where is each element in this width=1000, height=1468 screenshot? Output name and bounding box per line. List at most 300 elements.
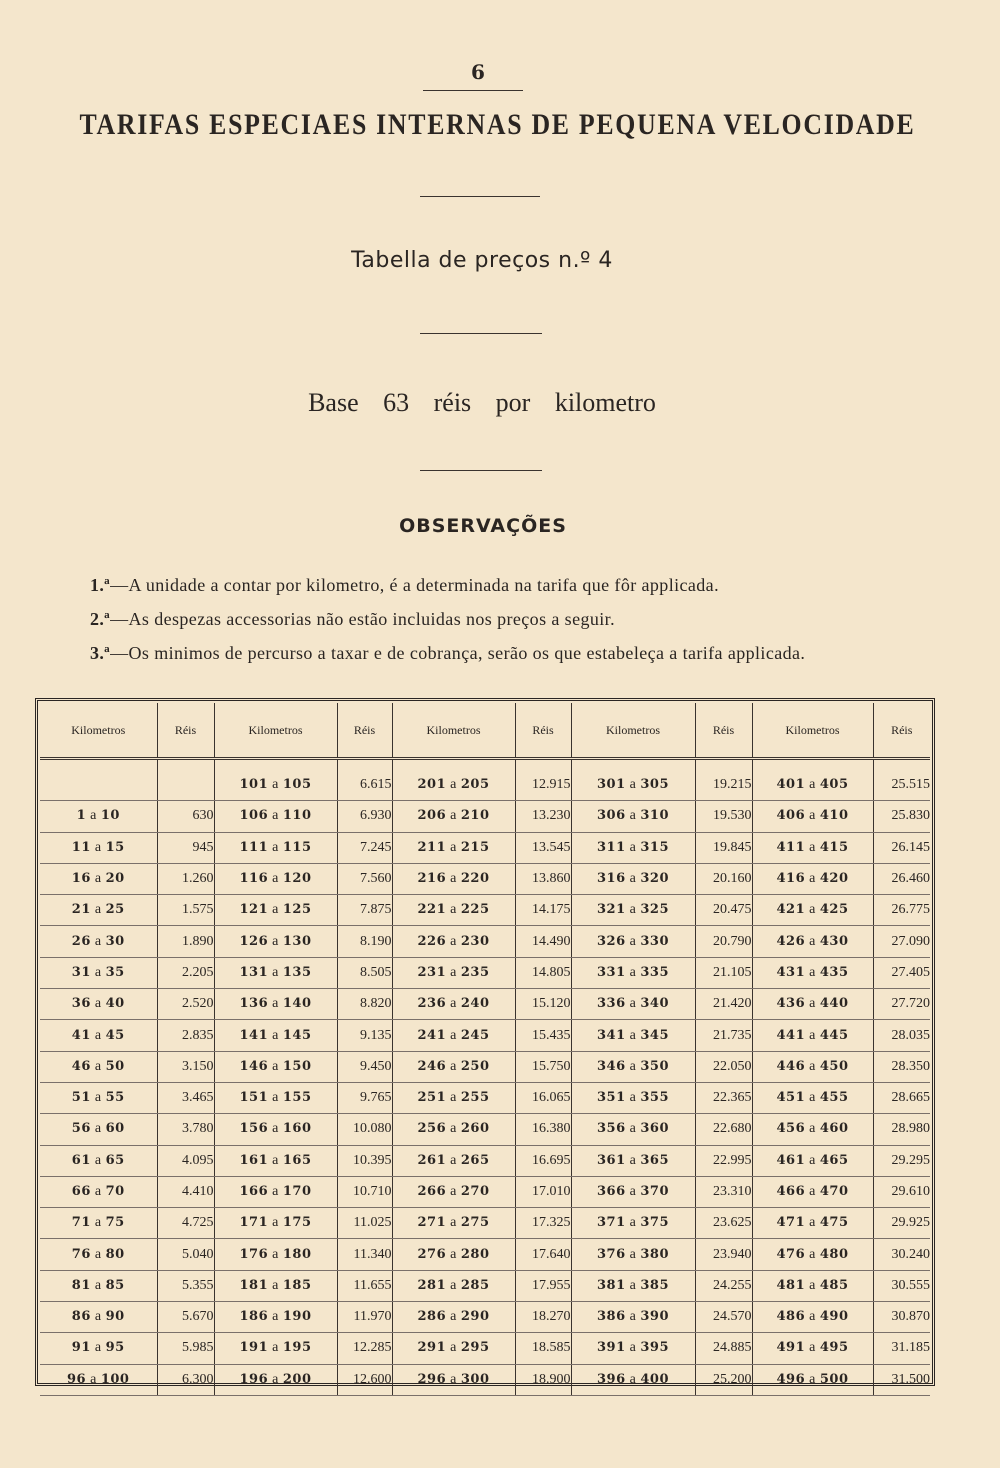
price-cell: 25.515 xyxy=(873,770,930,801)
km-from: 341 xyxy=(597,1027,626,1043)
km-to: 265 xyxy=(460,1152,490,1168)
km-connector: a xyxy=(450,1246,457,1262)
price-cell: 630 xyxy=(157,801,214,832)
price-cell: 1.890 xyxy=(157,926,214,957)
km-connector: a xyxy=(272,1340,279,1356)
price-cell: 9.135 xyxy=(337,1020,392,1051)
km-from: 116 xyxy=(239,871,269,887)
km-from: 366 xyxy=(597,1184,626,1199)
km-from: 61 xyxy=(71,1152,91,1168)
price-cell: 31.500 xyxy=(873,1364,930,1395)
km-to: 115 xyxy=(282,839,312,855)
price-cell: 27.405 xyxy=(873,957,930,988)
price-cell: 14.175 xyxy=(515,895,571,926)
km-range-cell xyxy=(40,989,157,1020)
km-to: 330 xyxy=(640,933,669,949)
km-from: 191 xyxy=(239,1340,269,1356)
price-cell xyxy=(157,770,214,801)
km-range-cell xyxy=(571,1145,695,1176)
km-range-cell xyxy=(392,1302,515,1333)
km-range-cell xyxy=(214,989,337,1020)
km-connector: a xyxy=(90,808,97,824)
km-to: 40 xyxy=(105,996,125,1012)
km-from: 156 xyxy=(239,1121,269,1137)
price-cell: 2.520 xyxy=(157,989,214,1020)
km-connector: a xyxy=(94,964,102,980)
observation-item xyxy=(90,606,950,640)
km-range-cell xyxy=(40,1364,157,1395)
table-row xyxy=(40,1082,930,1113)
price-cell: 30.240 xyxy=(873,1239,930,1270)
km-connector: a xyxy=(94,996,102,1012)
km-range-cell xyxy=(40,895,157,926)
km-to: 455 xyxy=(819,1090,849,1106)
km-from: 371 xyxy=(597,1215,626,1231)
km-to: 275 xyxy=(460,1215,490,1231)
km-from: 266 xyxy=(417,1184,447,1199)
price-cell: 12.915 xyxy=(515,770,571,801)
km-range-cell xyxy=(40,1051,157,1082)
column-header: Réis xyxy=(157,703,214,759)
km-from: 476 xyxy=(776,1246,806,1262)
km-to: 25 xyxy=(105,902,125,918)
km-connector: a xyxy=(450,1184,457,1199)
km-connector: a xyxy=(272,808,279,824)
km-to: 70 xyxy=(105,1184,125,1199)
price-cell: 24.885 xyxy=(695,1333,752,1364)
table-row xyxy=(40,1051,930,1082)
km-to: 495 xyxy=(819,1340,849,1356)
price-cell: 19.215 xyxy=(695,770,752,801)
km-connector: a xyxy=(809,1152,816,1168)
price-cell: 28.350 xyxy=(873,1051,930,1082)
km-to: 370 xyxy=(640,1184,669,1199)
km-connector: a xyxy=(450,871,457,887)
km-connector: a xyxy=(809,1309,816,1325)
km-connector: a xyxy=(94,1277,102,1293)
km-from: 186 xyxy=(239,1309,269,1325)
km-connector: a xyxy=(809,933,816,949)
km-from: 286 xyxy=(417,1309,447,1325)
km-from: 481 xyxy=(776,1277,806,1293)
price-cell: 22.050 xyxy=(695,1051,752,1082)
km-connector: a xyxy=(272,1215,279,1231)
km-range-cell xyxy=(392,895,515,926)
km-from: 46 xyxy=(71,1058,91,1074)
km-to: 230 xyxy=(460,933,490,949)
km-range-cell xyxy=(214,1333,337,1364)
km-to: 145 xyxy=(282,1027,312,1043)
km-range-cell xyxy=(40,926,157,957)
km-from: 256 xyxy=(417,1121,447,1137)
km-to: 310 xyxy=(640,808,669,824)
price-cell: 22.680 xyxy=(695,1114,752,1145)
km-from: 11 xyxy=(71,839,91,855)
km-from: 301 xyxy=(597,777,626,793)
km-connector: a xyxy=(94,1340,102,1356)
km-connector: a xyxy=(450,933,457,949)
km-range-cell xyxy=(752,801,873,832)
km-range-cell xyxy=(392,1208,515,1239)
km-to: 460 xyxy=(819,1121,849,1137)
km-to: 395 xyxy=(640,1340,669,1356)
km-range-cell xyxy=(40,1082,157,1113)
km-from: 311 xyxy=(597,839,626,855)
km-from: 276 xyxy=(417,1246,447,1262)
km-range-cell xyxy=(214,895,337,926)
km-to: 345 xyxy=(640,1027,669,1043)
km-to: 180 xyxy=(282,1246,312,1262)
km-range-cell xyxy=(752,1302,873,1333)
km-range-cell xyxy=(571,1208,695,1239)
price-cell: 28.665 xyxy=(873,1082,930,1113)
table-row xyxy=(40,1208,930,1239)
km-from: 21 xyxy=(71,902,91,918)
km-range-cell xyxy=(214,1082,337,1113)
km-from: 331 xyxy=(597,964,626,980)
km-range-cell xyxy=(392,1270,515,1301)
km-range-cell xyxy=(214,926,337,957)
km-to: 165 xyxy=(282,1152,312,1168)
km-range-cell xyxy=(392,989,515,1020)
km-range-cell xyxy=(752,770,873,801)
km-to: 475 xyxy=(819,1215,849,1231)
km-to: 375 xyxy=(640,1215,669,1231)
km-from: 161 xyxy=(239,1152,269,1168)
price-cell: 17.010 xyxy=(515,1176,571,1207)
km-to: 500 xyxy=(819,1371,849,1387)
column-header: Kilometros xyxy=(752,703,873,759)
km-to: 290 xyxy=(460,1309,490,1325)
km-to: 175 xyxy=(282,1215,312,1231)
km-connector: a xyxy=(272,1309,279,1325)
price-cell: 5.670 xyxy=(157,1302,214,1333)
km-range-cell xyxy=(40,832,157,863)
km-from: 56 xyxy=(71,1121,91,1137)
km-connector: a xyxy=(94,871,102,887)
km-from: 441 xyxy=(776,1027,806,1043)
km-to: 105 xyxy=(282,777,312,793)
km-to: 255 xyxy=(460,1090,490,1106)
km-range-cell xyxy=(214,1176,337,1207)
column-header: Réis xyxy=(337,703,392,759)
column-header: Réis xyxy=(695,703,752,759)
price-cell: 8.820 xyxy=(337,989,392,1020)
price-cell: 6.300 xyxy=(157,1364,214,1395)
km-range-cell xyxy=(40,770,157,801)
price-cell: 10.080 xyxy=(337,1114,392,1145)
km-from: 411 xyxy=(776,839,806,855)
column-header: Réis xyxy=(515,703,571,759)
km-from: 421 xyxy=(776,902,806,918)
km-connector: a xyxy=(450,1027,457,1043)
price-cell: 4.725 xyxy=(157,1208,214,1239)
rule-under-page-number xyxy=(423,90,523,91)
km-range-cell xyxy=(752,989,873,1020)
price-cell: 21.105 xyxy=(695,957,752,988)
km-from: 111 xyxy=(239,839,269,855)
km-range-cell xyxy=(571,1020,695,1051)
km-range-cell xyxy=(752,1208,873,1239)
km-connector: a xyxy=(450,1121,457,1137)
price-cell: 29.610 xyxy=(873,1176,930,1207)
km-range-cell xyxy=(571,1176,695,1207)
observation-text: —Os minimos de percurso a taxar e de cobrança, serão os que estabeleça a tarifa applicada. xyxy=(110,643,806,663)
km-to: 325 xyxy=(640,902,669,918)
km-range-cell xyxy=(571,863,695,894)
km-to: 270 xyxy=(460,1184,490,1199)
km-connector: a xyxy=(809,777,816,793)
km-to: 415 xyxy=(819,839,849,855)
km-connector: a xyxy=(450,777,457,793)
km-connector: a xyxy=(94,1184,102,1199)
price-cell: 7.245 xyxy=(337,832,392,863)
km-to: 365 xyxy=(640,1152,669,1168)
km-to: 320 xyxy=(640,871,669,887)
table-row xyxy=(40,895,930,926)
km-connector: a xyxy=(450,808,457,824)
km-from: 171 xyxy=(239,1215,269,1231)
km-connector: a xyxy=(272,1246,279,1262)
table-body xyxy=(40,759,930,1396)
km-connector: a xyxy=(809,964,816,980)
km-from: 196 xyxy=(239,1371,269,1387)
km-to: 155 xyxy=(282,1090,312,1106)
km-to: 55 xyxy=(105,1090,125,1106)
km-from: 436 xyxy=(776,996,806,1012)
price-cell: 12.600 xyxy=(337,1364,392,1395)
km-to: 285 xyxy=(460,1277,490,1293)
km-range-cell xyxy=(40,1114,157,1145)
km-from: 81 xyxy=(71,1277,91,1293)
km-connector: a xyxy=(629,1184,637,1199)
km-from: 381 xyxy=(597,1277,626,1293)
km-to: 140 xyxy=(282,996,312,1012)
km-connector: a xyxy=(94,839,102,855)
km-to: 445 xyxy=(819,1027,849,1043)
km-connector: a xyxy=(450,1340,457,1356)
km-range-cell xyxy=(392,1020,515,1051)
km-to: 170 xyxy=(282,1184,312,1199)
km-connector: a xyxy=(94,1058,102,1074)
km-from: 391 xyxy=(597,1340,626,1356)
km-range-cell xyxy=(571,1364,695,1395)
km-range-cell xyxy=(392,1051,515,1082)
price-cell: 6.615 xyxy=(337,770,392,801)
km-range-cell xyxy=(571,1114,695,1145)
price-cell: 9.450 xyxy=(337,1051,392,1082)
km-to: 350 xyxy=(640,1058,669,1074)
km-connector: a xyxy=(94,1309,102,1325)
km-to: 450 xyxy=(819,1058,849,1074)
km-connector: a xyxy=(94,933,102,949)
km-to: 210 xyxy=(460,808,490,824)
price-cell: 2.835 xyxy=(157,1020,214,1051)
km-to: 75 xyxy=(105,1215,125,1231)
km-connector: a xyxy=(272,871,279,887)
table-header-row xyxy=(40,703,930,759)
km-connector: a xyxy=(272,839,279,855)
km-from: 126 xyxy=(239,933,269,949)
km-from: 181 xyxy=(239,1277,269,1293)
km-connector: a xyxy=(450,839,457,855)
km-range-cell xyxy=(752,895,873,926)
price-cell: 15.750 xyxy=(515,1051,571,1082)
price-cell: 25.200 xyxy=(695,1364,752,1395)
km-connector: a xyxy=(94,1152,102,1168)
price-cell: 27.090 xyxy=(873,926,930,957)
km-from: 466 xyxy=(776,1184,806,1199)
table-row xyxy=(40,1302,930,1333)
km-to: 335 xyxy=(640,964,669,980)
km-from: 351 xyxy=(597,1090,626,1106)
km-from: 66 xyxy=(71,1184,91,1199)
rule-under-base xyxy=(420,470,542,471)
km-range-cell xyxy=(214,770,337,801)
km-connector: a xyxy=(272,1277,279,1293)
km-from: 146 xyxy=(239,1058,269,1074)
km-range-cell xyxy=(392,801,515,832)
km-connector: a xyxy=(450,964,457,980)
column-header: Réis xyxy=(873,703,930,759)
km-to: 295 xyxy=(460,1340,490,1356)
km-from: 96 xyxy=(67,1371,87,1387)
km-connector: a xyxy=(629,1277,637,1293)
km-connector: a xyxy=(809,1371,816,1387)
km-connector: a xyxy=(629,839,637,855)
km-to: 20 xyxy=(105,871,125,887)
price-cell: 11.655 xyxy=(337,1270,392,1301)
km-range-cell xyxy=(752,1239,873,1270)
km-from: 166 xyxy=(239,1184,269,1199)
km-from: 251 xyxy=(417,1090,447,1106)
km-from: 26 xyxy=(71,933,91,949)
observation-text: —As despezas accessorias não estão incluidas nos preços a seguir. xyxy=(110,609,615,629)
price-cell: 16.695 xyxy=(515,1145,571,1176)
price-cell: 20.475 xyxy=(695,895,752,926)
price-cell: 7.875 xyxy=(337,895,392,926)
km-range-cell xyxy=(40,1333,157,1364)
km-range-cell xyxy=(571,832,695,863)
price-cell: 18.270 xyxy=(515,1302,571,1333)
km-to: 385 xyxy=(640,1277,669,1293)
km-from: 426 xyxy=(776,933,806,949)
km-from: 326 xyxy=(597,933,626,949)
price-cell: 8.505 xyxy=(337,957,392,988)
km-from: 336 xyxy=(597,996,626,1012)
km-from: 261 xyxy=(417,1152,447,1168)
km-connector: a xyxy=(809,1215,816,1231)
price-cell: 5.985 xyxy=(157,1333,214,1364)
km-to: 200 xyxy=(282,1371,312,1387)
observation-number: 3.ª xyxy=(90,643,111,663)
tariff-table xyxy=(40,703,930,1396)
km-from: 76 xyxy=(71,1246,91,1262)
km-range-cell xyxy=(392,1145,515,1176)
km-connector: a xyxy=(629,1090,637,1106)
km-connector: a xyxy=(272,1184,279,1199)
observation-item xyxy=(90,640,950,674)
km-from: 246 xyxy=(417,1058,447,1074)
table-row xyxy=(40,1270,930,1301)
km-connector: a xyxy=(272,777,279,793)
km-range-cell xyxy=(392,957,515,988)
km-connector: a xyxy=(450,1215,457,1231)
km-from: 321 xyxy=(597,902,626,918)
km-connector: a xyxy=(272,1371,279,1387)
price-cell: 24.570 xyxy=(695,1302,752,1333)
km-to: 400 xyxy=(640,1371,669,1387)
km-to: 80 xyxy=(105,1246,125,1262)
km-to: 60 xyxy=(105,1121,125,1137)
price-cell: 15.120 xyxy=(515,989,571,1020)
km-from: 316 xyxy=(597,871,626,887)
observation-text: —A unidade a contar por kilometro, é a determinada na tarifa que fôr applicada. xyxy=(110,575,719,595)
price-cell: 945 xyxy=(157,832,214,863)
km-range-cell xyxy=(571,895,695,926)
km-range-cell xyxy=(752,1082,873,1113)
km-to: 135 xyxy=(282,964,312,980)
km-to: 240 xyxy=(460,996,490,1012)
km-range-cell xyxy=(214,1302,337,1333)
km-from: 271 xyxy=(417,1215,447,1231)
km-to: 465 xyxy=(819,1152,849,1168)
km-from: 281 xyxy=(417,1277,447,1293)
km-from: 211 xyxy=(417,839,447,855)
km-connector: a xyxy=(629,1121,637,1137)
table-row xyxy=(40,1145,930,1176)
km-to: 15 xyxy=(105,839,125,855)
price-cell: 20.160 xyxy=(695,863,752,894)
price-cell: 17.640 xyxy=(515,1239,571,1270)
km-from: 396 xyxy=(597,1371,626,1387)
price-cell: 5.355 xyxy=(157,1270,214,1301)
table-row xyxy=(40,1114,930,1145)
km-to: 225 xyxy=(460,902,490,918)
km-connector: a xyxy=(450,1371,457,1387)
km-from: 201 xyxy=(417,777,447,793)
km-to: 65 xyxy=(105,1152,125,1168)
km-from: 101 xyxy=(239,777,269,793)
price-cell: 17.955 xyxy=(515,1270,571,1301)
price-cell: 21.420 xyxy=(695,989,752,1020)
km-range-cell xyxy=(752,1051,873,1082)
km-to: 315 xyxy=(640,839,669,855)
km-from: 1 xyxy=(76,808,87,824)
km-connector: a xyxy=(272,996,279,1012)
km-to: 90 xyxy=(105,1309,125,1325)
km-to: 190 xyxy=(282,1309,312,1325)
km-connector: a xyxy=(809,1246,816,1262)
price-cell: 14.805 xyxy=(515,957,571,988)
km-to: 430 xyxy=(819,933,849,949)
km-to: 280 xyxy=(460,1246,490,1262)
km-connector: a xyxy=(809,996,816,1012)
km-to: 435 xyxy=(819,964,849,980)
km-to: 380 xyxy=(640,1246,669,1262)
km-connector: a xyxy=(94,1121,102,1137)
price-cell: 26.775 xyxy=(873,895,930,926)
km-range-cell xyxy=(752,1270,873,1301)
price-cell: 31.185 xyxy=(873,1333,930,1364)
km-from: 446 xyxy=(776,1058,806,1074)
km-from: 136 xyxy=(239,996,269,1012)
km-range-cell xyxy=(752,957,873,988)
km-range-cell xyxy=(752,1176,873,1207)
km-to: 185 xyxy=(282,1277,312,1293)
price-cell: 19.530 xyxy=(695,801,752,832)
km-range-cell xyxy=(40,1145,157,1176)
